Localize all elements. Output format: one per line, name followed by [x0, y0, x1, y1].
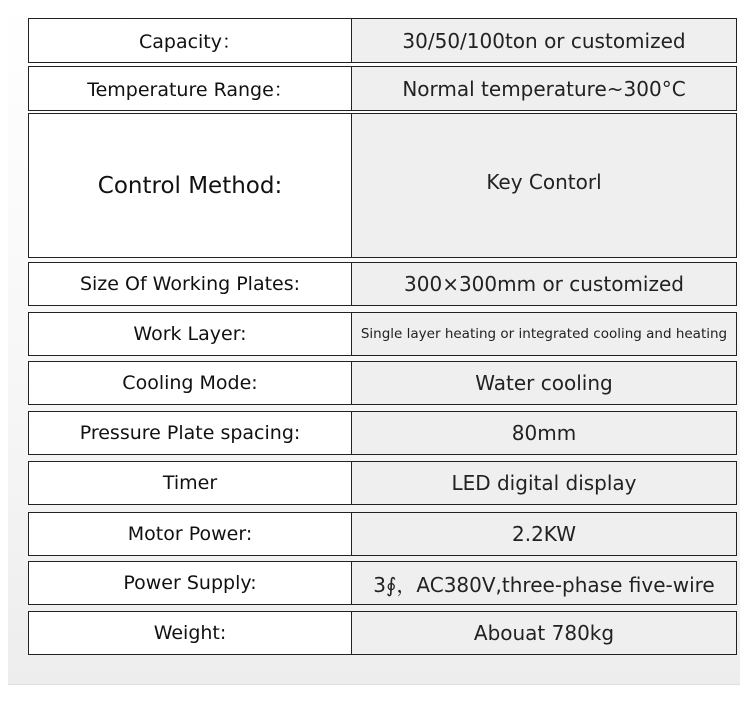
spec-label-timer: Timer	[29, 462, 352, 504]
spec-value-temperature-range: Normal temperature~300°C	[352, 67, 736, 110]
spec-label-motor-power: Motor Power:	[29, 513, 352, 555]
table-row	[28, 411, 737, 455]
table-row	[28, 312, 737, 356]
spec-value-cooling-mode: Water cooling	[352, 362, 736, 404]
spec-label-weight: Weight:	[29, 612, 352, 654]
spec-label-power-supply: Power Supply:	[29, 562, 352, 604]
table-row	[28, 66, 737, 111]
table-row	[28, 18, 737, 63]
spec-value-power-supply: 3∮，AC380V,three-phase five-wire	[352, 562, 736, 604]
spec-label-plate-spacing: Pressure Plate spacing:	[29, 412, 352, 454]
spec-value-capacity: 30/50/100ton or customized	[352, 19, 736, 62]
spec-value-plate-size: 300×300mm or customized	[352, 263, 736, 305]
spec-value-work-layer: Single layer heating or integrated cooling and heating	[352, 313, 736, 355]
spec-label-plate-size: Size Of Working Plates:	[29, 263, 352, 305]
table-row	[28, 512, 737, 556]
spec-label-temperature-range: Temperature Range：	[29, 67, 352, 110]
spec-label-capacity: Capacity：	[29, 19, 352, 62]
table-row	[28, 561, 737, 605]
spec-sheet	[8, 0, 740, 685]
spec-value-control-method: Key Contorl	[352, 114, 736, 257]
spec-value-plate-spacing: 80mm	[352, 412, 736, 454]
spec-value-motor-power: 2.2KW	[352, 513, 736, 555]
spec-label-work-layer: Work Layer:	[29, 313, 352, 355]
spec-label-control-method: Control Method:	[29, 114, 352, 257]
spec-label-cooling-mode: Cooling Mode:	[29, 362, 352, 404]
table-row	[28, 611, 737, 655]
table-row	[28, 461, 737, 505]
table-row	[28, 113, 737, 258]
table-row	[28, 262, 737, 306]
spec-value-weight: Abouat 780kg	[352, 612, 736, 654]
table-row	[28, 361, 737, 405]
spec-value-timer: LED digital display	[352, 462, 736, 504]
